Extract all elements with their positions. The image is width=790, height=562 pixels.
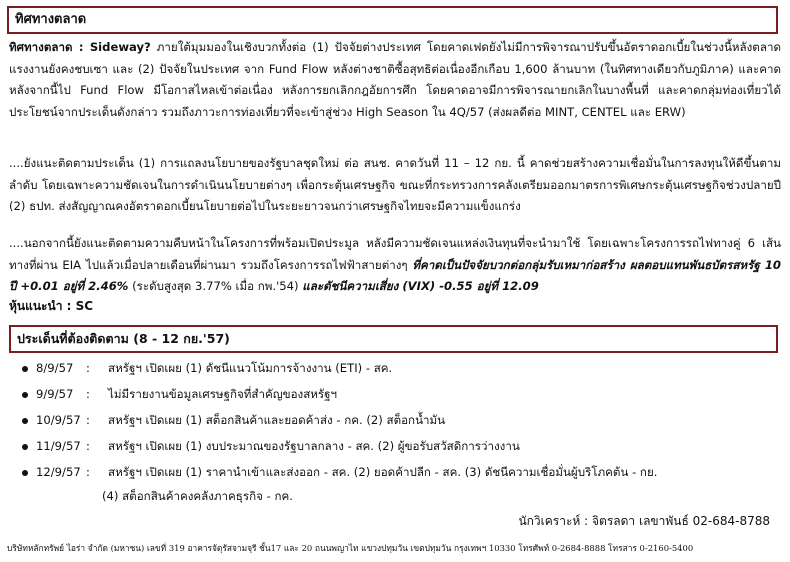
event-date: 11/9/57 <box>36 439 81 453</box>
event-item: 9/9/57 : ไม่มีรายงานข้อมูลเศรษฐกิจที่สำคัญของสหรัฐฯ <box>22 384 337 404</box>
analyst-contact: นักวิเคราะห์ : จิตรลดา เลขาพันธ์ 02-684-8788 <box>518 514 770 528</box>
company-footer: บริษัทหลักทรัพย์ ไอร่า จำกัด (มหาชน) เลขที่ 319 อาคารจัตุรัสจามจุรี ชั้น17 และ 20 ถนนพญาไท แขวงปทุมวัน เขตปทุมวัน กรุงเทพฯ 10330 โทรศัพท์ 0-2684-8888 โทรสาร 0-2160-5400 <box>7 543 694 553</box>
event-item: 11/9/57 : สหรัฐฯ เปิดเผย (1) งบประมาณของรัฐบาลกลาง - สค. (2) ผู้ขอรับสวัสดิการว่างงาน <box>22 436 520 456</box>
recommended-stock: หุ้นแนะนำ : SC <box>9 299 94 313</box>
event-date: 10/9/57 <box>36 413 81 427</box>
section-title-events: ประเด็นที่ต้องติดตาม (8 - 12 กย.'57) <box>9 325 778 353</box>
follow-up-paragraph: ....ยังแนะติดตามประเด็น (1) การแถลงนโยบายของรัฐบาลชุดใหม่ ต่อ สนช. คาดวันที่ 11 – 12 กย. นี้ คาดช่วยสร้างความเชื่อมั่นในการลงทุนให้ดีขึ้นตามลำดับ โดยเฉพาะความชัดเจนในการดำเนินนโยบายต่างๆ เพื่อกระตุ้นเศรษฐกิจ ขณะที่กระทรวงการคลังเตรียมออกมาตรการพิเศษกระตุ้นเศรษฐกิจช่วงปลายปี (2) ธปท. ส่งสัญญาณคงอัตราดอกเบี้ยนโยบายต่อไปในระยะยาวจนกว่าเศรษฐกิจไทยจะมีความแข็งแกร่ง <box>9 156 781 214</box>
event-date: 9/9/57 <box>36 387 74 401</box>
bullet-icon <box>22 418 28 424</box>
paragraph-body: ภายใต้มุมมองในเชิงบวกทั้งต่อ (1) ปัจจัยต่างประเทศ โดยคาดเฟดยังไม่มีการพิจารณาปรับขึ้นอัตราดอกเบี้ยในช่วงนี้หลังตลาดแรงงานยังคงชบเซา และ (2) ปัจจัยในประเทศ จาก Fund Flow หลังต่างชาติซื้อสุทธิต่อเนื่องอีกเกือบ 1,600 ล้านบาท (ในทิศทางเดียวกับภูมิภาค) และคาดหลังจากนี้ไป Fund Flow มีโอกาสไหลเข้าต่อเนื่อง หลังการยกเลิกกฎอัยการศึก โดยคาดอาจมีการพิจารณายกเลิกในบางพื้นที่ และคาดกลุ่มท่องเที่ยวได้ประโยชน์จากประเด็นดังกล่าว รวมถึงภาวะการท่องเที่ยวที่จะเข้าสู่ช่วง High Season ใน 4Q/57 (ส่งผลดีต่อ MINT, CENTEL และ ERW) <box>9 40 781 119</box>
paragraph-body: ....นอกจากนี้ยังแนะติดตามความคืบหน้าในโครงการที่พร้อมเปิดประมูล หลังมีความชัดเจนแหล่งเงินทุนที่จะนำมาใช้ โดยเฉพาะโครงการรถไฟทางคู่ 6 เส้นทางที่ผ่าน EIA ไปแล้วเมื่อปลายเดือนที่ผ่านมา รวมถึงโครงการรถไฟฟ้าสายต่างๆ <box>9 236 781 272</box>
paragraph-note: (ระดับสูงสุด 3.77% เมื่อ กพ.'54) <box>128 279 303 294</box>
event-item: 12/9/57 : สหรัฐฯ เปิดเผย (1) ราคานำเข้าและส่งออก - สค. (2) ยอดค้าปลีก - สค. (3) ดัชนีความเชื่อมั่นผู้บริโภคต้น - กย. <box>22 462 657 482</box>
event-item: 8/9/57 : สหรัฐฯ เปิดเผย (1) ดัชนีแนวโน้มการจ้างงาน (ETI) - สค. <box>22 358 392 378</box>
event-continuation: (4) สต็อกสินค้าคงคลังภาคธุรกิจ - กค. <box>102 489 293 503</box>
section-title-market-direction: ทิศทางตลาด <box>7 6 778 34</box>
bullet-icon <box>22 470 28 476</box>
paragraph-lead: ทิศทางตลาด : Sideway? <box>9 40 151 54</box>
event-text: สหรัฐฯ เปิดเผย (1) ราคานำเข้าและส่งออก - สค. (2) ยอดค้าปลีก - สค. (3) ดัชนีความเชื่อมั่นผู้บริโภคต้น - กย. <box>108 465 658 479</box>
bullet-icon <box>22 366 28 372</box>
bullet-icon <box>22 392 28 398</box>
event-text: สหรัฐฯ เปิดเผย (1) งบประมาณของรัฐบาลกลาง - สค. (2) ผู้ขอรับสวัสดิการว่างงาน <box>108 439 520 453</box>
event-item: 10/9/57 : สหรัฐฯ เปิดเผย (1) สต็อกสินค้าและยอดค้าส่ง - กค. (2) สต็อกน้ำมัน <box>22 410 445 430</box>
emphasis-text: และดัชนีความเสี่ยง (VIX) -0.55 อยู่ที่ 12.09 <box>302 279 539 294</box>
event-date: 12/9/57 <box>36 465 81 479</box>
market-direction-paragraph <box>9 37 781 123</box>
event-date: 8/9/57 <box>36 361 74 375</box>
emphasis-text: ที่คาดเป็นปัจจัยบวกต่อกลุ่มรับเหมาก่อสร้าง ผลตอบแทนพันธบัตรสหรัฐ 10 ปี +0.01 อยู่ที่ 2.46% <box>9 257 781 294</box>
event-text: สหรัฐฯ เปิดเผย (1) สต็อกสินค้าและยอดค้าส่ง - กค. (2) สต็อกน้ำมัน <box>108 413 446 427</box>
event-text: ไม่มีรายงานข้อมูลเศรษฐกิจที่สำคัญของสหรัฐฯ <box>108 387 338 401</box>
bullet-icon <box>22 444 28 450</box>
projects-paragraph <box>9 233 781 298</box>
event-text: สหรัฐฯ เปิดเผย (1) ดัชนีแนวโน้มการจ้างงาน (ETI) - สค. <box>108 361 393 375</box>
